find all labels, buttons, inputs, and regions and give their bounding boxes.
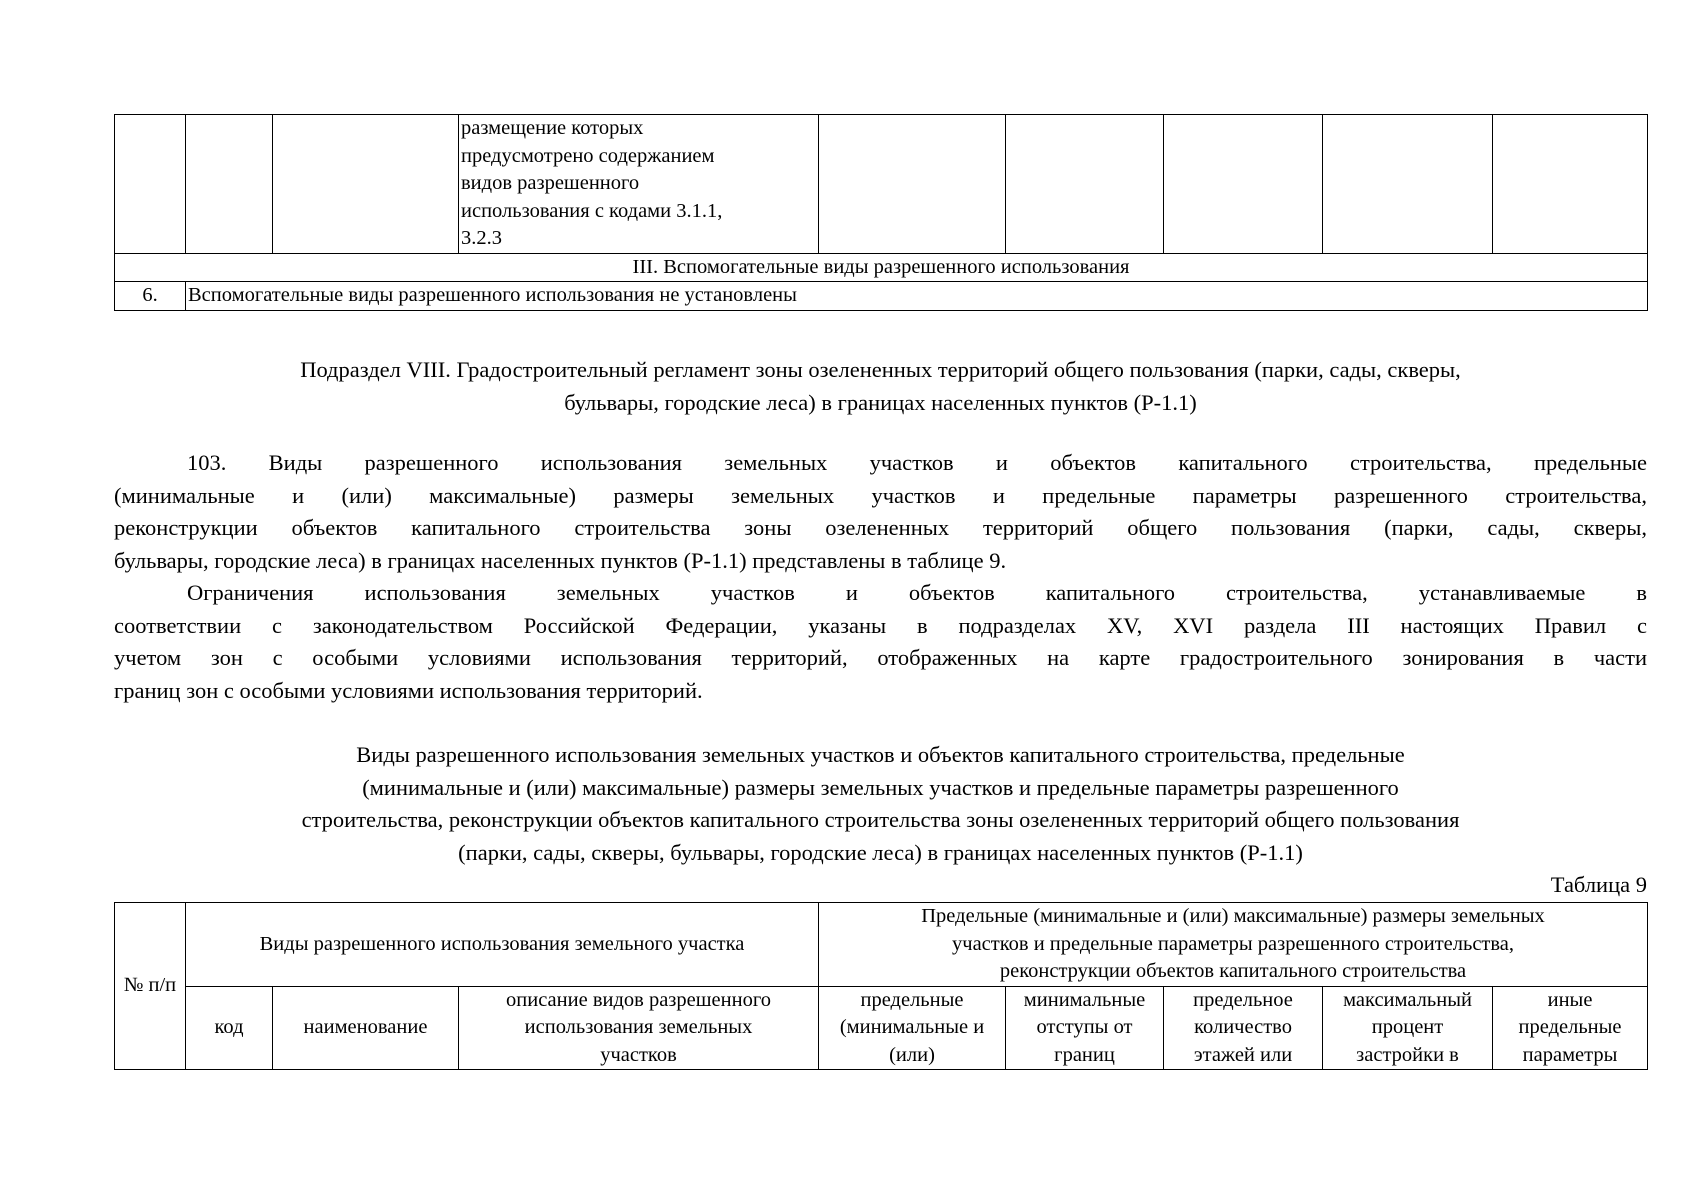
row-text: Вспомогательные виды разрешенного использования не установлены — [186, 282, 1648, 311]
title-line: Подраздел VIII. Градостроительный регламент зоны озелененных территорий общего пользования (парки, сады, скверы, — [300, 357, 1461, 382]
header-text: параметры — [1522, 1043, 1618, 1066]
cell-text: видов разрешенного — [461, 172, 640, 194]
header-text: этажей или — [1193, 1043, 1293, 1066]
paragraph-line: Ограничения использования земельных участков и объектов капитального строительства, устанавливаемые в — [187, 580, 1647, 605]
cell-text: предусмотрено содержанием — [461, 144, 715, 167]
table-label: Таблица 9 — [1550, 872, 1647, 897]
table-row — [115, 115, 1648, 254]
row-number: 6. — [115, 282, 186, 311]
cell-text: использования с кодами 3.1.1, — [461, 199, 723, 222]
header-text: иные — [1547, 988, 1593, 1011]
section-header: III. Вспомогательные виды разрешенного использования — [115, 253, 1648, 282]
column-header-floors — [1164, 986, 1323, 1070]
subsection-title — [114, 354, 1647, 419]
table-cell — [1323, 115, 1493, 254]
table-9 — [114, 902, 1648, 1070]
header-text: участков — [600, 1043, 677, 1066]
caption-line: строительства, реконструкции объектов капитального строительства зоны озелененных территорий общего пользования — [301, 807, 1460, 832]
continuation-table — [114, 114, 1648, 311]
header-text: предельное — [1193, 988, 1293, 1011]
header-text: предельные — [1518, 1016, 1622, 1038]
column-header-limit-sizes — [819, 986, 1006, 1070]
caption-line: (парки, сады, скверы, бульвары, городские леса) в границах населенных пунктов (Р-1.1) — [458, 839, 1303, 865]
header-text: количество — [1194, 1016, 1292, 1038]
header-text: реконструкции объектов капитального строительства — [999, 960, 1467, 982]
header-text: участков и предельные параметры разрешенного строительства, — [952, 932, 1515, 955]
table-label-block — [114, 869, 1647, 902]
column-header-max-percent — [1323, 986, 1493, 1070]
header-text: предельные — [860, 988, 964, 1011]
header-text: процент — [1371, 1016, 1444, 1038]
paragraph-restrictions — [114, 577, 1647, 707]
column-header-other — [1493, 986, 1648, 1070]
table-header-row — [115, 903, 1648, 987]
paragraph-line: (минимальные и (или) максимальные) размеры земельных участков и предельные параметры разрешенного строительства, — [114, 482, 1647, 508]
table-cell — [1493, 115, 1648, 254]
description-cell — [459, 115, 819, 254]
table-row — [115, 282, 1648, 311]
header-text: Предельные (минимальные и (или) максимальные) размеры земельных — [921, 905, 1545, 927]
caption-line: (минимальные и (или) максимальные) размеры земельных участков и предельные параметры разрешенного — [362, 774, 1399, 800]
caption-line: Виды разрешенного использования земельных участков и объектов капитального строительства, предельные — [356, 742, 1405, 767]
paragraph-line: учетом зон с особыми условиями использования территорий, отображенных на карте градостроительного зонирования в части — [114, 645, 1647, 670]
paragraph-line: бульвары, городские леса) в границах населенных пунктов (Р-1.1) представлены в таблице 9. — [114, 547, 1007, 573]
column-header-name: наименование — [273, 986, 459, 1070]
column-header-min-offsets — [1006, 986, 1164, 1070]
table-cell — [115, 115, 186, 254]
paragraph-line: 103. Виды разрешенного использования земельных участков и объектов капитального строительства, предельные — [187, 450, 1647, 475]
column-header-number: № п/п — [115, 903, 186, 1070]
section-header-row — [115, 253, 1648, 282]
table-cell — [273, 115, 459, 254]
header-text: использования земельных — [524, 1016, 753, 1038]
table-cell — [186, 115, 273, 254]
column-header-code: код — [186, 986, 273, 1070]
header-text: максимальный — [1343, 988, 1472, 1011]
cell-text: размещение которых — [461, 117, 644, 139]
title-line: бульвары, городские леса) в границах населенных пунктов (Р-1.1) — [564, 389, 1197, 415]
header-text: минимальные — [1023, 988, 1146, 1011]
paragraph-103 — [114, 447, 1647, 577]
cell-text: 3.2.3 — [461, 227, 502, 249]
header-text: описание видов разрешенного — [506, 988, 771, 1011]
header-text: застройки в — [1356, 1043, 1459, 1066]
paragraph-line: реконструкции объектов капитального строительства зоны озелененных территорий общего пользования (парки, сады, скверы, — [114, 515, 1647, 540]
table-caption — [114, 739, 1647, 869]
paragraph-line: границ зон с особыми условиями использования территорий. — [114, 677, 703, 703]
table-cell — [1164, 115, 1323, 254]
table-cell — [1006, 115, 1164, 254]
header-text: (минимальные и — [839, 1016, 985, 1038]
table-header-row — [115, 986, 1648, 1070]
paragraph-line: соответствии с законодательством Российской Федерации, указаны в подразделах XV, XVI раздела III настоящих Правил с — [114, 612, 1647, 638]
column-group-types: Виды разрешенного использования земельного участка — [186, 903, 819, 987]
column-group-limits — [819, 903, 1648, 987]
table-cell — [819, 115, 1006, 254]
header-text: (или) — [889, 1043, 935, 1066]
header-text: отступы от — [1036, 1016, 1133, 1038]
column-header-description — [459, 986, 819, 1070]
header-text: границ — [1054, 1043, 1115, 1066]
